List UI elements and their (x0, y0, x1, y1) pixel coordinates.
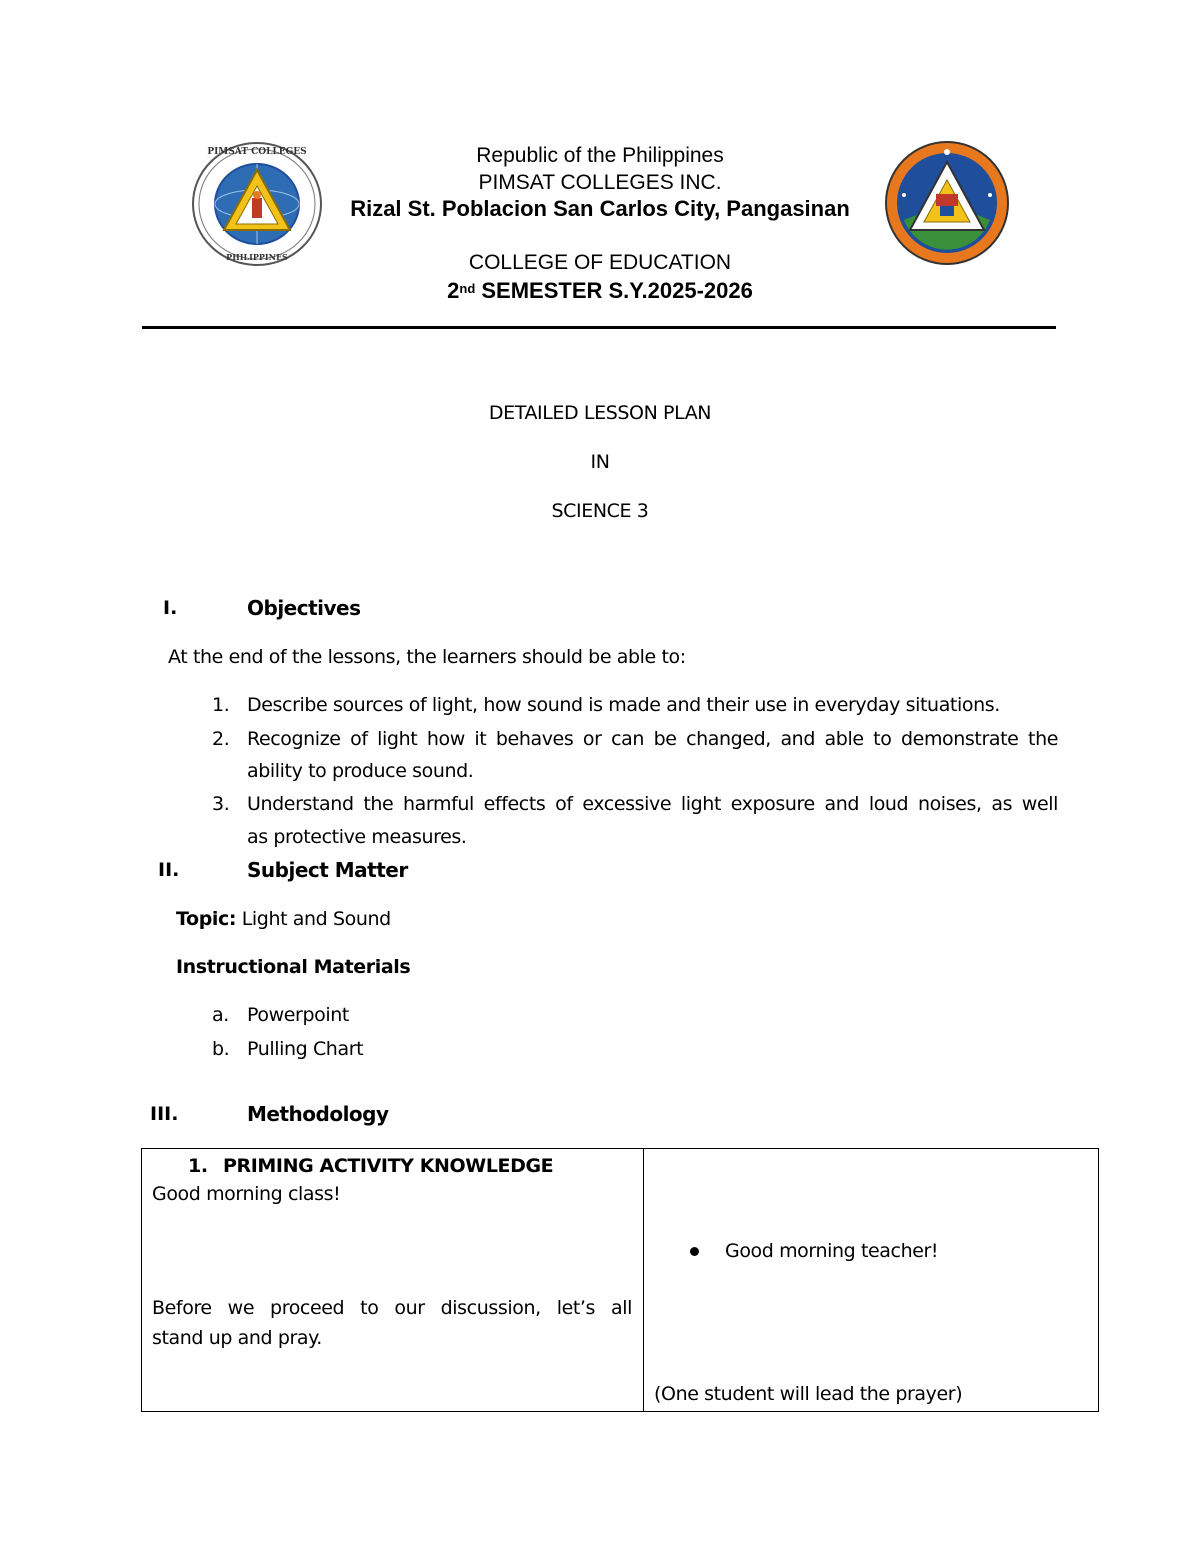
header-address: Rizal St. Poblacion San Carlos City, Pangasinan (350, 196, 850, 221)
material-letter: b. (212, 1038, 230, 1060)
header-semester: 2nd SEMESTER S.Y.2025-2026 (447, 278, 753, 303)
teacher-greeting: Good morning class! (152, 1183, 341, 1205)
subject-matter-heading: Subject Matter (247, 858, 408, 882)
student-activity-cell (644, 1149, 1099, 1412)
objective-number: 2. (212, 728, 230, 750)
objectives-intro: At the end of the lessons, the learners should be able to: (168, 646, 686, 668)
objective-number: 1. (212, 694, 230, 716)
lesson-plan-subject: SCIENCE 3 (551, 500, 649, 522)
lesson-plan-title: DETAILED LESSON PLAN (488, 402, 712, 424)
header-republic: Republic of the Philippines (476, 144, 724, 167)
methodology-number: III. (150, 1103, 179, 1125)
material-letter: a. (212, 1004, 229, 1026)
topic-line (176, 908, 391, 930)
teacher-prayer-instruction: Before we proceed to our discussion, let’s all (152, 1297, 632, 1319)
objective-item-continued: ability to produce sound. (247, 760, 474, 782)
objectives-number: I. (163, 597, 178, 619)
student-prayer-note: (One student will lead the prayer) (654, 1383, 963, 1405)
bullet-icon (690, 1247, 699, 1256)
header-divider (142, 326, 1056, 329)
student-response: Good morning teacher! (725, 1240, 939, 1262)
material-item: Powerpoint (247, 1004, 349, 1026)
methodology-table (141, 1148, 1099, 1412)
svg-text:PHILIPPINES: PHILIPPINES (226, 252, 288, 262)
objective-item: Understand the harmful effects of excessive light exposure and loud noises, as well (247, 793, 1058, 815)
topic-label: Topic: (176, 908, 237, 930)
objective-number: 3. (212, 793, 230, 815)
objective-item: Describe sources of light, how sound is made and their use in everyday situations. (247, 694, 1000, 716)
objective-item-continued: as protective measures. (247, 826, 467, 848)
topic-value: Light and Sound (236, 908, 391, 930)
subject-matter-number: II. (158, 859, 180, 881)
objective-item: Recognize of light how it behaves or can be changed, and able to demonstrate the (247, 728, 1058, 750)
materials-heading: Instructional Materials (176, 956, 411, 978)
activity-heading: PRIMING ACTIVITY KNOWLEDGE (223, 1155, 554, 1177)
teacher-prayer-instruction-continued: stand up and pray. (152, 1327, 322, 1349)
activity-heading-number: 1. (188, 1155, 208, 1177)
lesson-plan-title-in: IN (590, 451, 610, 473)
svg-text:PIMSAT COLLEGES: PIMSAT COLLEGES (207, 147, 307, 157)
teacher-activity-cell (142, 1149, 644, 1412)
material-item: Pulling Chart (247, 1038, 364, 1060)
objectives-heading: Objectives (247, 596, 361, 620)
methodology-heading: Methodology (247, 1102, 389, 1126)
header-college: COLLEGE OF EDUCATION (468, 251, 732, 274)
header-school-name: PIMSAT COLLEGES INC. (478, 171, 722, 194)
